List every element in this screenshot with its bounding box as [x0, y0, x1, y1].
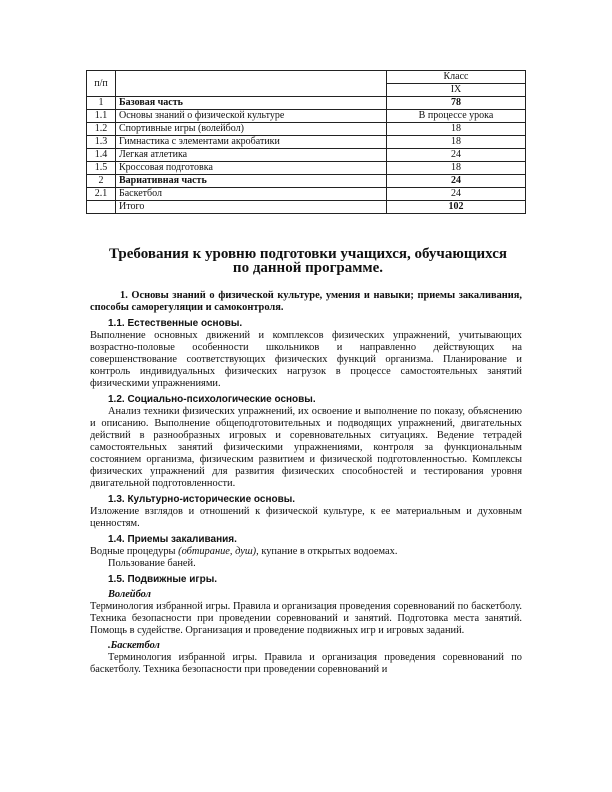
- table-row: [87, 201, 526, 214]
- table-row: [87, 149, 526, 162]
- section-1-2-heading: 1.2. Социально-психологические основы.: [108, 394, 316, 405]
- row-num-cell: 2: [87, 175, 116, 188]
- table-row: [87, 162, 526, 175]
- header-num-cell: п/п: [87, 71, 116, 97]
- row-num-cell: 2.1: [87, 188, 116, 201]
- title-line-1: Требования к уровню подготовки учащихся, обучающихся: [108, 246, 507, 262]
- row-num-cell: 1.5: [87, 162, 116, 175]
- row-name-cell: Легкая атлетика: [116, 149, 387, 162]
- table-row: [87, 110, 526, 123]
- section-1-4-text-b: купание в открытых водоемах.: [258, 546, 398, 557]
- table-row: [87, 136, 526, 149]
- header-class-label: Класс: [387, 71, 526, 84]
- row-value-cell: 18: [387, 136, 526, 149]
- volleyball-text: Терминология избранной игры. Правила и организация проведения соревнований по баскетболу. Техника безопасности при проведении соревнований и занятий. Подготовка места занятий. Помощь в судействе. Организация и проведение подвижных игр и игровых заданий.: [90, 601, 522, 636]
- basketball-text: Терминология избранной игры. Правила и организация проведения соревнований по баскетболу. Техника безопасности при проведении соревнований и: [90, 652, 522, 675]
- row-name-cell: Базовая часть: [116, 97, 387, 110]
- section-1-heading: 1. Основы знаний о физической культуре, умения и навыки; приемы закаливания, способы саморегуляции и самоконтроля.: [90, 290, 522, 313]
- section-1-3-text: Изложение взглядов и отношений к физической культуре, к ее материальным и духовным ценностям.: [90, 506, 522, 529]
- section-1-5-heading: 1.5. Подвижные игры.: [108, 574, 218, 585]
- row-name-cell: Итого: [116, 201, 387, 214]
- section-1-4-text-a: Водные процедуры: [90, 546, 179, 557]
- row-name-cell: Гимнастика с элементами акробатики: [116, 136, 387, 149]
- row-num-cell: 1.1: [87, 110, 116, 123]
- title-line-2: по данной программе.: [232, 260, 384, 276]
- requirements-title: [80, 247, 536, 275]
- table-header-row: [87, 71, 526, 84]
- section-1-4-text: [90, 546, 522, 558]
- section-1-2-text: Анализ техники физических упражнений, их освоение и выполнение по показу, объяснению и описанию. Выполнение общеподготовительных и подводящих упражнений, двигательных действий в разнообразных игровых и соревновательных ситуациях. Ведение тетрадей самостоятельных занятий физическими упражнениями, контроля за функциональным состоянием организма, физическим развитием и физической подготовленностью. Комплексы физических упражнений для развития физических способностей и тестирования уровня двигательной подготовленности.: [90, 406, 522, 489]
- volleyball-heading: Волейбол: [108, 589, 151, 600]
- table-row: [87, 97, 526, 110]
- header-grade: IX: [387, 84, 526, 97]
- row-name-cell: Вариативная часть: [116, 175, 387, 188]
- section-1-4-text-italic: (обтирание, душ),: [178, 546, 259, 557]
- basketball-heading: .Баскетбол: [108, 640, 160, 651]
- row-value-cell: В процессе урока: [387, 110, 526, 123]
- section-1-3-heading: 1.3. Культурно-исторические основы.: [108, 494, 296, 505]
- row-name-cell: Кроссовая подготовка: [116, 162, 387, 175]
- document-body: [90, 290, 522, 676]
- row-num-cell: 1.3: [87, 136, 116, 149]
- section-1-1-heading: 1.1. Естественные основы.: [108, 318, 243, 329]
- row-name-cell: Основы знаний о физической культуре: [116, 110, 387, 123]
- hours-table: [86, 70, 526, 214]
- row-num-cell: [87, 201, 116, 214]
- row-num-cell: 1: [87, 97, 116, 110]
- row-value-cell: 24: [387, 175, 526, 188]
- table-row: [87, 188, 526, 201]
- row-name-cell: Спортивные игры (волейбол): [116, 123, 387, 136]
- row-name-cell: Баскетбол: [116, 188, 387, 201]
- row-value-cell: 24: [387, 188, 526, 201]
- header-name-cell: [116, 71, 387, 97]
- section-1-4-text-2: Пользование баней.: [108, 558, 196, 569]
- row-value-cell: 18: [387, 162, 526, 175]
- table-row: [87, 175, 526, 188]
- row-value-cell: 78: [387, 97, 526, 110]
- row-num-cell: 1.4: [87, 149, 116, 162]
- row-value-cell: 24: [387, 149, 526, 162]
- table-row: [87, 123, 526, 136]
- row-value-cell: 102: [387, 201, 526, 214]
- row-num-cell: 1.2: [87, 123, 116, 136]
- row-value-cell: 18: [387, 123, 526, 136]
- section-1-4-heading: 1.4. Приемы закаливания.: [108, 534, 237, 545]
- section-1-1-text: Выполнение основных движений и комплексов физических упражнений, учитывающих возрастно-половые особенности школьников и направленно действующих на совершенствование соответствующих физических функций организма. Планирование и контроль индивидуальных физических нагрузок в процессе самостоятельных занятий физическими упражнениями.: [90, 330, 522, 389]
